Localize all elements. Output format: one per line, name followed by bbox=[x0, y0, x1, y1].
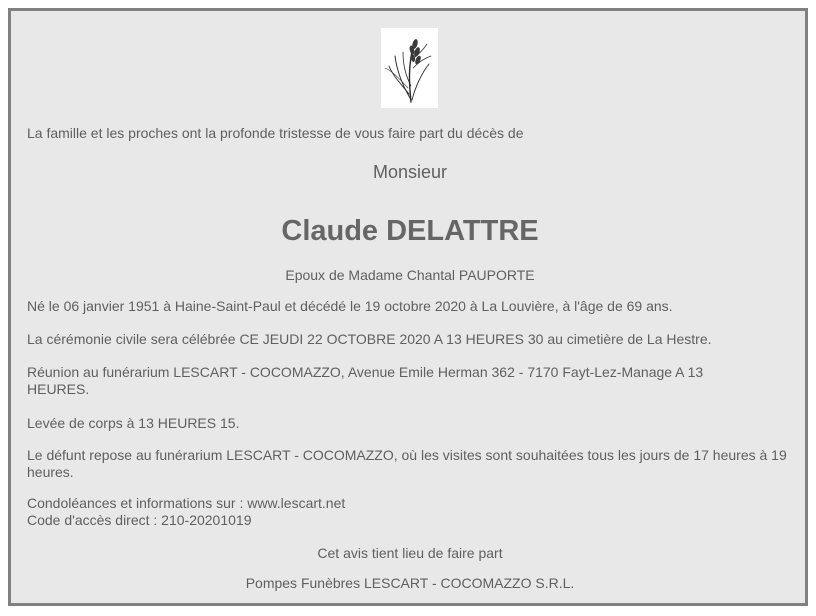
deceased-name: Claude DELATTRE bbox=[281, 215, 539, 247]
wheat-stalk-icon bbox=[381, 28, 438, 108]
departure-line: Levée de corps à 13 HEURES 15. bbox=[27, 415, 240, 431]
access-code-line: Code d'accès direct : 210-20201019 bbox=[27, 512, 252, 528]
funeral-home-line: Pompes Funèbres LESCART - COCOMAZZO S.R.L. bbox=[245, 575, 575, 591]
meeting-line: Réunion au funérarium LESCART - COCOMAZZO, Avenue Emile Herman 362 - 7170 Fayt-Lez-Manage A 13 HEURES. bbox=[27, 364, 704, 397]
birth-death-line: Né le 06 janvier 1951 à Haine-Saint-Paul et décédé le 19 octobre 2020 à La Louvière, à l'âge de 69 ans. bbox=[27, 298, 673, 314]
honorific: Monsieur bbox=[372, 162, 448, 182]
rest-line: Le défunt repose au funérarium LESCART - COCOMAZZO, où les visites sont souhaitées tous les jours de 17 heures à 19 heures. bbox=[27, 447, 787, 480]
notice-line: Cet avis tient lieu de faire part bbox=[317, 545, 503, 561]
ceremony-line: La cérémonie civile sera célébrée CE JEUDI 22 OCTOBRE 2020 A 13 HEURES 30 au cimetière de La Hestre. bbox=[27, 331, 712, 347]
condolences-line: Condoléances et informations sur : www.lescart.net bbox=[27, 495, 346, 511]
spouse-line: Epoux de Madame Chantal PAUPORTE bbox=[285, 267, 535, 283]
intro-text: La famille et les proches ont la profonde tristesse de vous faire part du décès de bbox=[27, 125, 524, 141]
obituary-notice bbox=[8, 8, 808, 606]
